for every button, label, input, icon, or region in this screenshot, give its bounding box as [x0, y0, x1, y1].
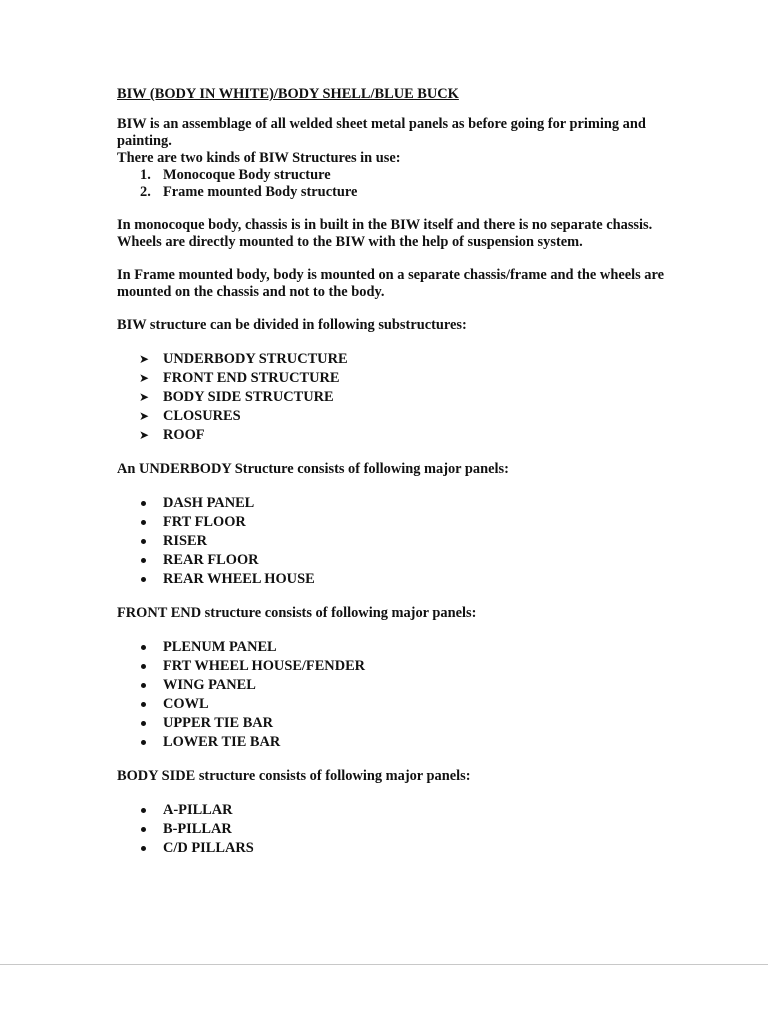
list-item-label: REAR FLOOR [163, 552, 259, 568]
list-item-label: UPPER TIE BAR [163, 715, 274, 731]
arrow-bullet-icon: ➤ [139, 352, 150, 366]
list-item [139, 551, 697, 570]
document-title: BIW (BODY IN WHITE)/BODY SHELL/BLUE BUCK [117, 86, 459, 102]
list-item [139, 513, 697, 532]
document-page [117, 86, 697, 858]
frame-paragraph: In Frame mounted body, body is mounted on a separate chassis/frame and the wheels are mounted on the chassis and not to the body. [117, 267, 664, 300]
list-item [139, 657, 697, 676]
list-item-label: FRT FLOOR [163, 514, 246, 530]
list-item [139, 801, 697, 820]
list-number: 2. [140, 184, 151, 200]
list-item [139, 388, 697, 407]
underbody-list [117, 494, 697, 589]
list-item-label: FRT WHEEL HOUSE/FENDER [163, 658, 366, 674]
list-item [139, 426, 697, 445]
list-item-label: UNDERBODY STRUCTURE [163, 351, 348, 367]
intro-paragraph: BIW is an assemblage of all welded sheet metal panels as before going for priming and painting. [117, 116, 646, 149]
list-item-label: CLOSURES [163, 408, 241, 424]
arrow-bullet-icon: ➤ [139, 390, 150, 404]
round-bullet-icon [141, 683, 146, 688]
list-item [139, 369, 697, 388]
round-bullet-icon [141, 702, 146, 707]
list-item [139, 839, 697, 858]
list-item-label: WING PANEL [163, 677, 256, 693]
substructures-list [117, 350, 697, 445]
monocoque-paragraph: In monocoque body, chassis is in built in the BIW itself and there is no separate chassis. Wheels are directly mounted to the BIW with the help of suspension system. [117, 217, 653, 250]
kinds-list [117, 167, 697, 201]
list-item [139, 733, 697, 752]
list-item [139, 570, 697, 589]
arrow-bullet-icon: ➤ [139, 428, 150, 442]
list-item [139, 407, 697, 426]
list-item [139, 638, 697, 657]
list-item-label: DASH PANEL [163, 495, 255, 511]
round-bullet-icon [141, 577, 146, 582]
list-item [139, 714, 697, 733]
list-item-label: PLENUM PANEL [163, 639, 277, 655]
round-bullet-icon [141, 520, 146, 525]
round-bullet-icon [141, 846, 146, 851]
round-bullet-icon [141, 664, 146, 669]
arrow-bullet-icon: ➤ [139, 371, 150, 385]
round-bullet-icon [141, 645, 146, 650]
front-end-heading: FRONT END structure consists of following major panels: [117, 605, 477, 621]
round-bullet-icon [141, 740, 146, 745]
list-item [140, 184, 697, 201]
list-item-label: ROOF [163, 427, 205, 443]
round-bullet-icon [141, 827, 146, 832]
list-item-label: C/D PILLARS [163, 840, 254, 856]
round-bullet-icon [141, 808, 146, 813]
arrow-bullet-icon: ➤ [139, 409, 150, 423]
body-side-heading: BODY SIDE structure consists of following major panels: [117, 768, 471, 784]
list-item-label: B-PILLAR [163, 821, 232, 837]
list-item-label: A-PILLAR [163, 802, 233, 818]
body-side-list [117, 801, 697, 858]
list-item [139, 676, 697, 695]
kinds-intro: There are two kinds of BIW Structures in use: [117, 150, 401, 166]
list-item [140, 167, 697, 184]
list-item-label: LOWER TIE BAR [163, 734, 281, 750]
round-bullet-icon [141, 539, 146, 544]
list-item-label: Monocoque Body structure [163, 167, 331, 183]
front-end-list [117, 638, 697, 752]
round-bullet-icon [141, 558, 146, 563]
list-item [139, 695, 697, 714]
underbody-heading: An UNDERBODY Structure consists of following major panels: [117, 461, 509, 477]
substructures-heading: BIW structure can be divided in following substructures: [117, 317, 467, 333]
round-bullet-icon [141, 721, 146, 726]
list-item-label: BODY SIDE STRUCTURE [163, 389, 334, 405]
page-divider [0, 964, 768, 965]
list-item-label: RISER [163, 533, 207, 549]
list-item-label: COWL [163, 696, 209, 712]
list-item-label: Frame mounted Body structure [163, 184, 358, 200]
list-item-label: FRONT END STRUCTURE [163, 370, 340, 386]
list-item-label: REAR WHEEL HOUSE [163, 571, 315, 587]
list-item [139, 820, 697, 839]
list-number: 1. [140, 167, 151, 183]
list-item [139, 494, 697, 513]
list-item [139, 350, 697, 369]
round-bullet-icon [141, 501, 146, 506]
list-item [139, 532, 697, 551]
